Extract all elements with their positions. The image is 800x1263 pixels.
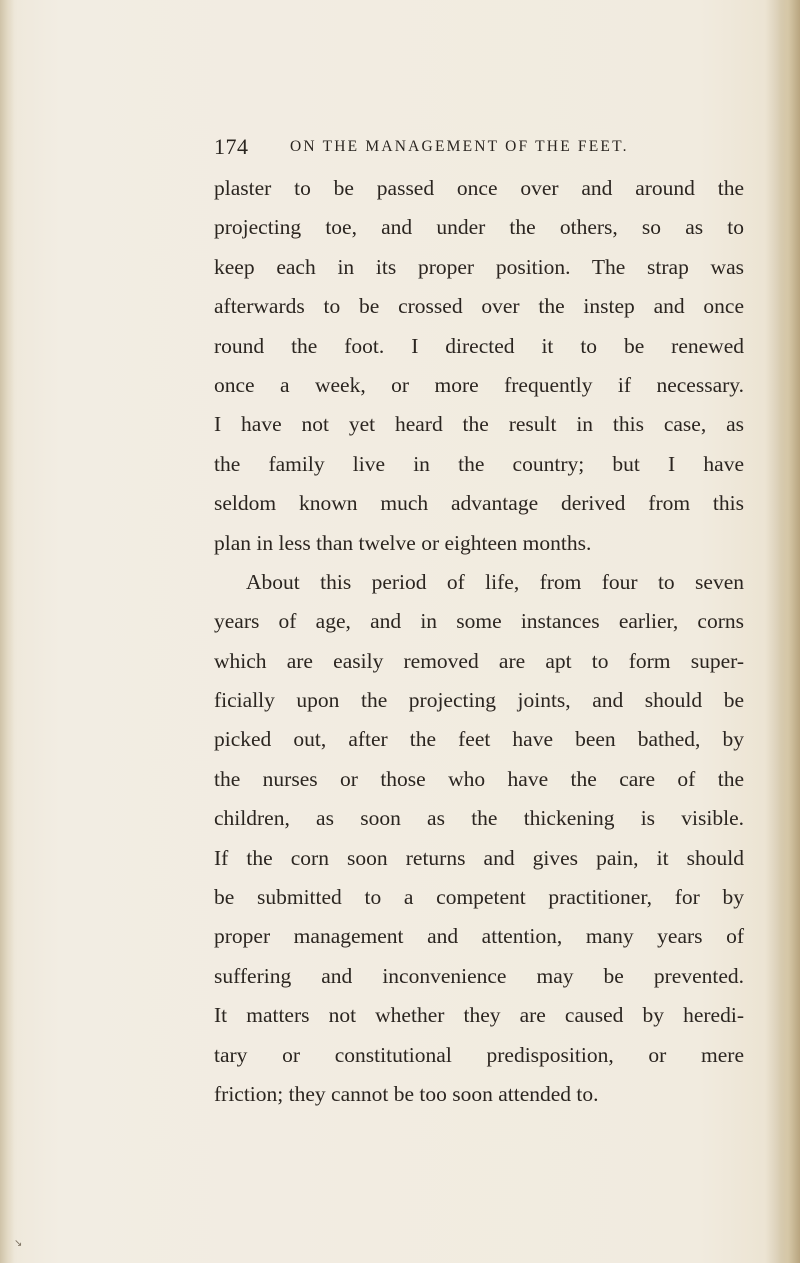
text-line: tary or constitutional predisposition, or mere [214, 1042, 744, 1067]
text-line: If the corn soon returns and gives pain, it should [214, 845, 744, 870]
running-head: ON THE MANAGEMENT OF THE FEET. [290, 138, 629, 155]
text-line: It matters not whether they are caused by heredi- [214, 1003, 744, 1028]
text-line: About this period of life, from four to seven [246, 569, 744, 594]
page-header [214, 134, 744, 164]
text-line: friction; they cannot be too soon attended to. [214, 1081, 599, 1106]
text-line: be submitted to a competent practitioner, for by [214, 885, 744, 910]
text-line: keep each in its proper position. The strap was [214, 254, 744, 279]
page-gutter-shadow [0, 0, 14, 1263]
text-line: years of age, and in some instances earlier, corns [214, 609, 744, 634]
page-edge-shadow [778, 0, 800, 1263]
text-line: picked out, after the feet have been bathed, by [214, 727, 744, 752]
text-line: children, as soon as the thickening is visible. [214, 806, 744, 831]
text-line: I have not yet heard the result in this case, as [214, 412, 744, 437]
text-line: projecting toe, and under the others, so as to [214, 215, 744, 240]
text-line: once a week, or more frequently if necessary. [214, 372, 744, 397]
text-line: afterwards to be crossed over the instep and once [214, 294, 744, 319]
text-line: seldom known much advantage derived from this [214, 491, 744, 516]
text-line: proper management and attention, many years of [214, 924, 744, 949]
body-text [214, 172, 744, 1117]
text-line: plaster to be passed once over and around the [214, 176, 744, 200]
text-line: the nurses or those who have the care of the [214, 766, 744, 791]
text-line: suffering and inconvenience may be prevented. [214, 963, 744, 988]
text-line: ficially upon the projecting joints, and should be [214, 688, 744, 713]
text-line: plan in less than twelve or eighteen months. [214, 530, 592, 555]
text-line: which are easily removed are apt to form super- [214, 648, 744, 673]
text-line: round the foot. I directed it to be renewed [214, 333, 744, 358]
corner-blemish: ↘ [14, 1238, 23, 1249]
page-number: 174 [214, 134, 249, 159]
text-line: the family live in the country; but I have [214, 451, 744, 476]
